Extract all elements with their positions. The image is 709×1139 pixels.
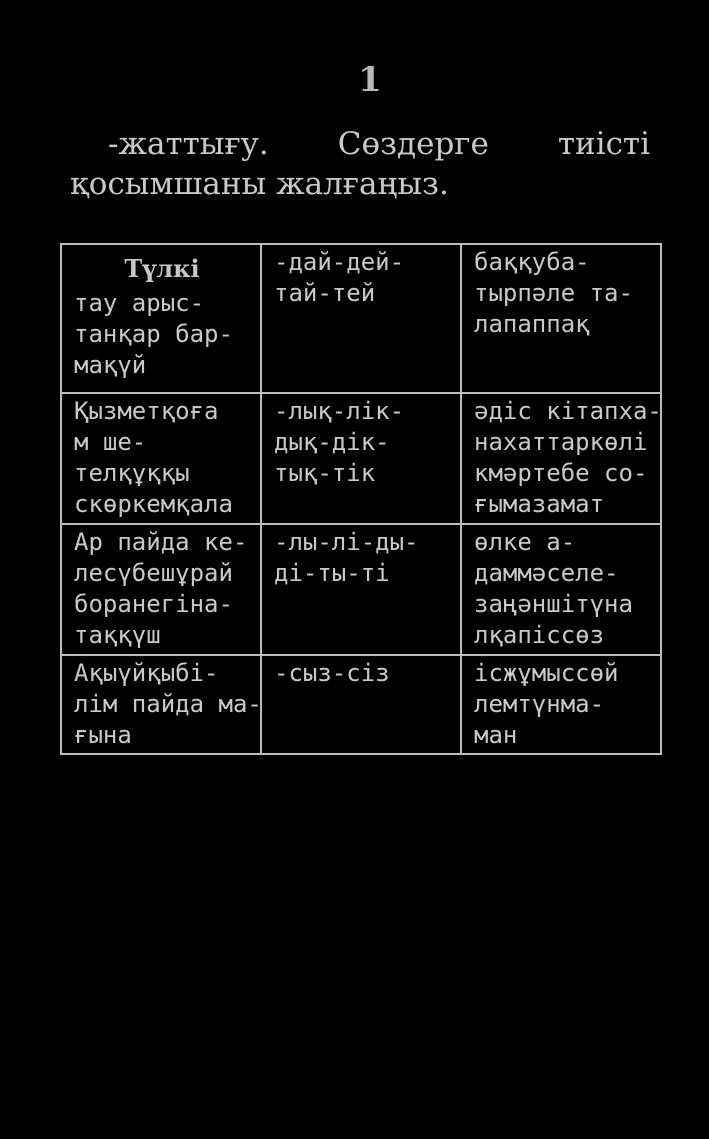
stem-words: тау арыс- танқар бар- мақүй: [74, 289, 233, 379]
table-row: [61, 524, 661, 655]
head-word: Түлкі: [124, 254, 200, 283]
result-words-cell: баққуба- тырпәле та- лапаппақ: [461, 244, 661, 393]
stem-words-cell: Ар пайда ке- лесүбешұрай боранегіна- таққүш: [61, 524, 261, 655]
result-words-cell: әдіс кітапха- нахаттаркөлі кмәртебе со- ғымазамат: [461, 393, 661, 524]
result-words-cell: өлке а- даммәселе- заңәншітүна лқапіссөз: [461, 524, 661, 655]
exercise-line-1: [70, 124, 650, 164]
exercise-word: Сөздерге: [337, 126, 489, 162]
result-words-cell: ісжұмыссөй лемтүнма- ман: [461, 655, 661, 754]
exercise-word: тиісті: [557, 126, 650, 162]
table-row: [61, 244, 661, 393]
page-number: 1: [358, 60, 382, 100]
table-row: [61, 393, 661, 524]
suffix-cell: -сыз-сіз: [261, 655, 461, 754]
stem-words-cell: Қызметқоға м ше- телқұққы скөркемқала: [61, 393, 261, 524]
stem-words-cell: Ақыүйқыбі- лім пайда ма- ғына: [61, 655, 261, 754]
exercise-word: -жаттығу.: [108, 126, 269, 162]
words-table: [60, 243, 662, 755]
table-row: [61, 655, 661, 754]
suffix-cell: -дай-дей- тай-тей: [261, 244, 461, 393]
stem-words-cell: [61, 244, 261, 393]
exercise-text: [70, 124, 650, 204]
suffix-cell: -лы-лі-ды- ді-ты-ті: [261, 524, 461, 655]
exercise-line-2: қосымшаны жалғаңыз.: [70, 166, 449, 202]
suffix-cell: -лық-лік- дық-дік- тық-тік: [261, 393, 461, 524]
